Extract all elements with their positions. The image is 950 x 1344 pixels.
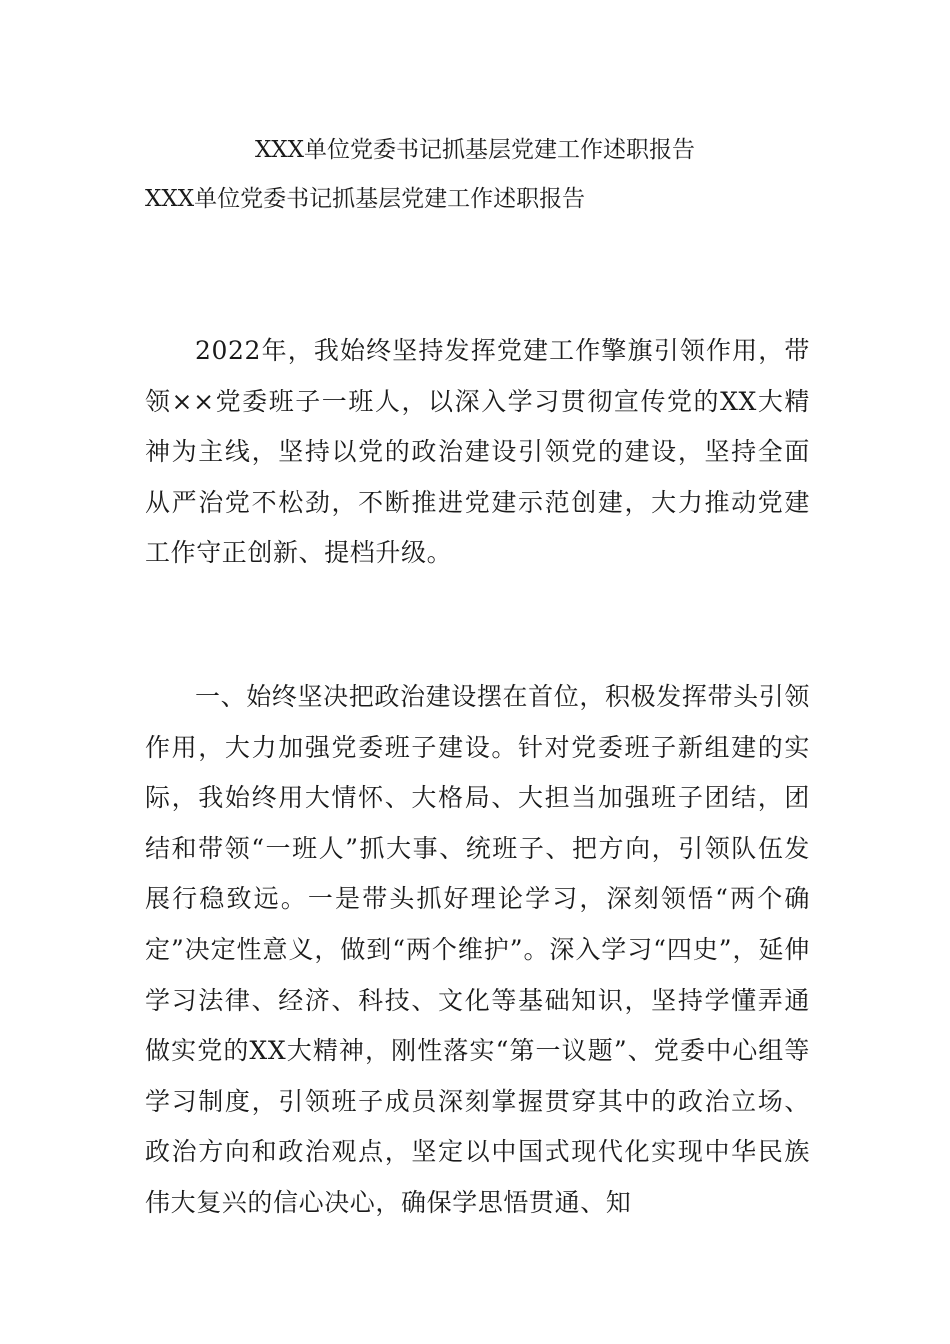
paragraph-section-one: 一、始终坚决把政治建设摆在首位，积极发挥带头引领作用，大力加强党委班子建设。针对党委班子新组建的实际，我始终用大情怀、大格局、大担当加强班子团结，团结和带领“一班人”抓大事、统班子、把方向，引领队伍发展行稳致远。一是带头抓好理论学习，深刻领悟“两个确定”决定性意义，做到“两个维护”。深入学习“四史”，延伸学习法律、经济、科技、文化等基础知识，坚持学懂弄通做实党的XX大精神，刚性落实“第一议题”、党委中心组等学习制度，引领班子成员深刻掌握贯穿其中的政治立场、政治方向和政治观点，坚定以中国式现代化实现中华民族伟大复兴的信心决心，确保学思悟贯通、知 bbox=[145, 682, 810, 1217]
paragraph-intro: 2022年，我始终坚持发挥党建工作擎旗引领作用，带领××党委班子一班人，以深入学习贯彻宣传党的XX大精神为主线，坚持以党的政治建设引领党的建设，坚持全面从严治党不松劲，不断推进党建示范创建，大力推动党建工作守正创新、提档升级。 bbox=[145, 336, 810, 568]
document-title: XXX单位党委书记抓基层党建工作述职报告 bbox=[254, 137, 696, 163]
document-subtitle: XXX单位党委书记抓基层党建工作述职报告 bbox=[145, 186, 586, 212]
